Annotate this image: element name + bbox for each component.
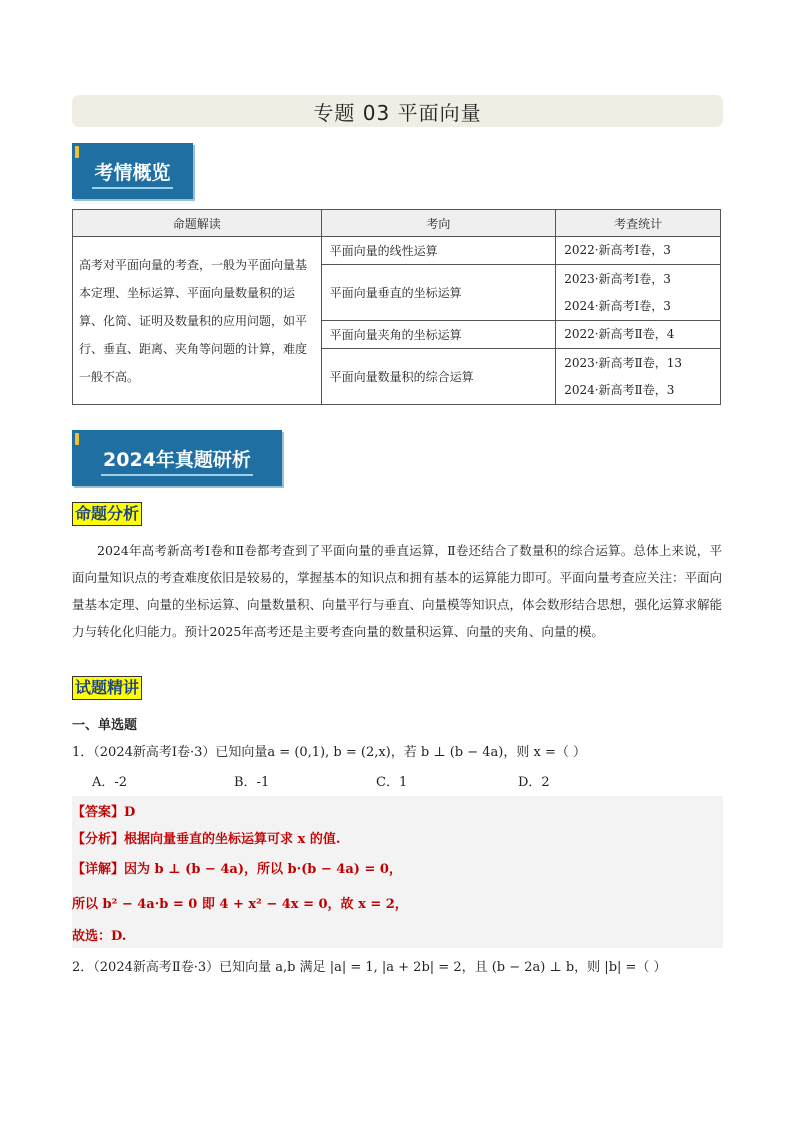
- badge-label: 2024年真题研析: [103, 445, 251, 472]
- detail-line: [72, 858, 402, 877]
- detail-label: 【详解】: [72, 862, 125, 877]
- section-badge-2024-analysis: [72, 430, 282, 486]
- table-header-cell: 命题解读: [73, 210, 322, 237]
- section-heading: 一、单选题: [72, 718, 138, 733]
- stat-cell: [556, 265, 721, 321]
- stat-entry: 2024·新高考Ⅱ卷，3: [564, 382, 675, 397]
- tag-analysis: 命题分析: [72, 502, 142, 526]
- stat-entry: 2022·新高考Ⅰ卷，3: [564, 243, 671, 257]
- badge-label: 考情概览: [94, 158, 170, 185]
- stat-entry: 2022·新高考Ⅱ卷，4: [564, 327, 675, 341]
- stat-entry: 2023·新高考Ⅰ卷，3: [564, 271, 671, 286]
- analysis-text: 根据向量垂直的坐标运算可求 x 的值.: [124, 832, 341, 847]
- analysis-label: 【分析】: [72, 832, 125, 847]
- choice-line: 故选：D.: [72, 929, 127, 944]
- analysis-paragraph: 2024年高考新高考Ⅰ卷和Ⅱ卷都考查到了平面向量的垂直运算，Ⅱ卷还结合了数量积的综合运算。总体上来说，平面向量知识点的考查难度依旧是较易的，掌握基本的知识点和拥有基本的运算能力即可。平面向量考查应关注：平面向量基本定理、向量的坐标运算、向量数量积、向量平行与垂直、向量模等知识点，体会数形结合思想，强化运算求解能力与转化化归能力。预计2025年高考还是主要考查向量的数量积运算、向量的夹角、向量的模。: [72, 543, 723, 639]
- question-1-math: a = (0,1), b = (2,x)，若 b ⊥ (b − 4a)，则 x =（ ）: [267, 745, 586, 760]
- stat-cell: [556, 349, 721, 405]
- detail-text-1: 因为 b ⊥ (b − 4a)，所以 b·(b − 4a) = 0，: [124, 862, 402, 877]
- answer-line: [72, 801, 135, 820]
- table-header-row: [73, 210, 721, 237]
- interpretation-cell: 高考对平面向量的考查，一般为平面向量基本定理、坐标运算、平面向量数量积的运算、化简、证明及数量积的应用问题，如平行、垂直、距离、夹角等问题的计算，难度一般不高。: [73, 237, 322, 405]
- table-header-cell: 考向: [321, 210, 556, 237]
- topic-cell: 平面向量夹角的坐标运算: [321, 321, 556, 349]
- answer-value: D: [124, 805, 136, 820]
- tag-lecture: 试题精讲: [72, 676, 142, 700]
- detail-line-2: 所以 b² − 4a·b = 0 即 4 + x² − 4x = 0，故 x = 2，: [72, 897, 408, 912]
- badge-tab-marker: [75, 146, 79, 158]
- page-title: 专题 03 平面向量: [72, 95, 723, 127]
- option-a: A．-2: [92, 775, 128, 790]
- question-2: 2．（2024新高考Ⅱ卷·3）已知向量 a,b 满足 |a| = 1, |a + 2b| = 2，且 (b − 2a) ⊥ b，则 |b| =（ ）: [72, 960, 667, 975]
- stat-cell: [556, 321, 721, 349]
- section-badge-overview: [72, 143, 193, 199]
- analysis-line: [72, 828, 340, 847]
- question-1: [72, 741, 586, 760]
- topic-cell: 平面向量垂直的坐标运算: [321, 265, 556, 321]
- option-b: B．-1: [234, 775, 270, 790]
- table-header-cell: 考查统计: [556, 210, 721, 237]
- table-row: [73, 237, 721, 265]
- option-d: D．2: [518, 775, 550, 790]
- question-1-options: [92, 771, 660, 790]
- answer-label: 【答案】: [72, 805, 125, 820]
- badge-tab-marker: [75, 433, 79, 445]
- exam-overview-table: [72, 209, 721, 405]
- topic-cell: 平面向量数量积的综合运算: [321, 349, 556, 405]
- stat-cell: [556, 237, 721, 265]
- stat-entry: 2023·新高考Ⅱ卷，13: [564, 355, 682, 370]
- topic-cell: 平面向量的线性运算: [321, 237, 556, 265]
- stat-entry: 2024·新高考Ⅰ卷，3: [564, 298, 671, 313]
- option-c: C．1: [376, 775, 408, 790]
- question-1-prefix: 1．（2024新高考Ⅰ卷·3）已知向量: [72, 745, 268, 760]
